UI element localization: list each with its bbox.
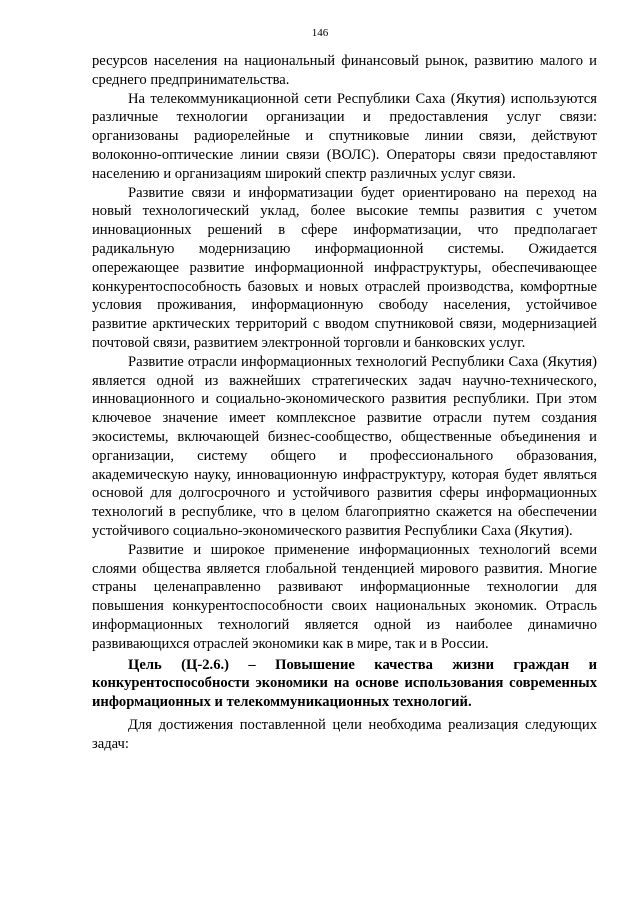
page-number: 146 — [311, 27, 329, 39]
paragraph-it-industry: Развитие отрасли информационных технологий Республики Саха (Якутия) является одной из важнейших стратегических задач научно-технического, инновационного и социально-экономического развития республики. При этом ключевое значение имеет комплексное развитие отрасли путем создания экосистемы, включающей бизнес-сообщество, общественные объединения и организации, систему общего и профессионального образования, академическую науку, инновационную инфраструктуру, которая будет являться основой для долгосрочного и устойчивого развития сферы информационных технологий в республике, что в целом благоприятно скажется на обеспечении устойчивого социально-экономического развития Республики Саха (Якутия). — [92, 353, 597, 539]
paragraph-telecom-network: На телекоммуникационной сети Республики Саха (Якутия) используются различные технологии организации и предоставления услуг связи: организованы радиорелейные и спутниковые линии связи, действуют волоконно-оптические линии связи (ВОЛС). Операторы связи предоставляют населению и организациям широкий спектр различных услуг связи. — [92, 90, 597, 182]
paragraph-communication-development: Развитие связи и информатизации будет ориентировано на переход на новый технологический уклад, более высокие темпы развития с учетом инновационных решений в сфере информатизации, что предполагает радикальную модернизацию информационной системы. Ожидается опережающее развитие информационной инфраструктуры, обеспечивающее конкурентоспособность базовых и новых отраслей производства, комфортные условия проживания, информационную свободу населения, устойчивое развитие арктических территорий с вводом спутниковой связи, модернизацией почтовой связи, развитием электронной торговли и банковских услуг. — [92, 184, 597, 351]
paragraph-continuation: ресурсов населения на национальный финансовый рынок, развитию малого и среднего предпринимательства. — [92, 53, 597, 88]
paragraph-it-global-trend: Развитие и широкое применение информационных технологий всеми слоями общества является глобальной тенденцией мирового развития. Многие страны целенаправленно развивают информационные технологии для повышения конкурентоспособности своих национальных экономик. Отрасль информационных технологий является одной из наиболее динамично развивающихся отраслей экономики как в мире, так и в России. — [92, 541, 597, 652]
paragraph-tasks-intro: Для достижения поставленной цели необходима реализация следующих задач: — [92, 716, 597, 752]
goal-statement: Цель (Ц-2.6.) – Повышение качества жизни граждан и конкурентоспособности экономики на основе использования современных информационных и телекоммуникационных технологий. — [92, 656, 597, 711]
document-body — [92, 52, 597, 753]
